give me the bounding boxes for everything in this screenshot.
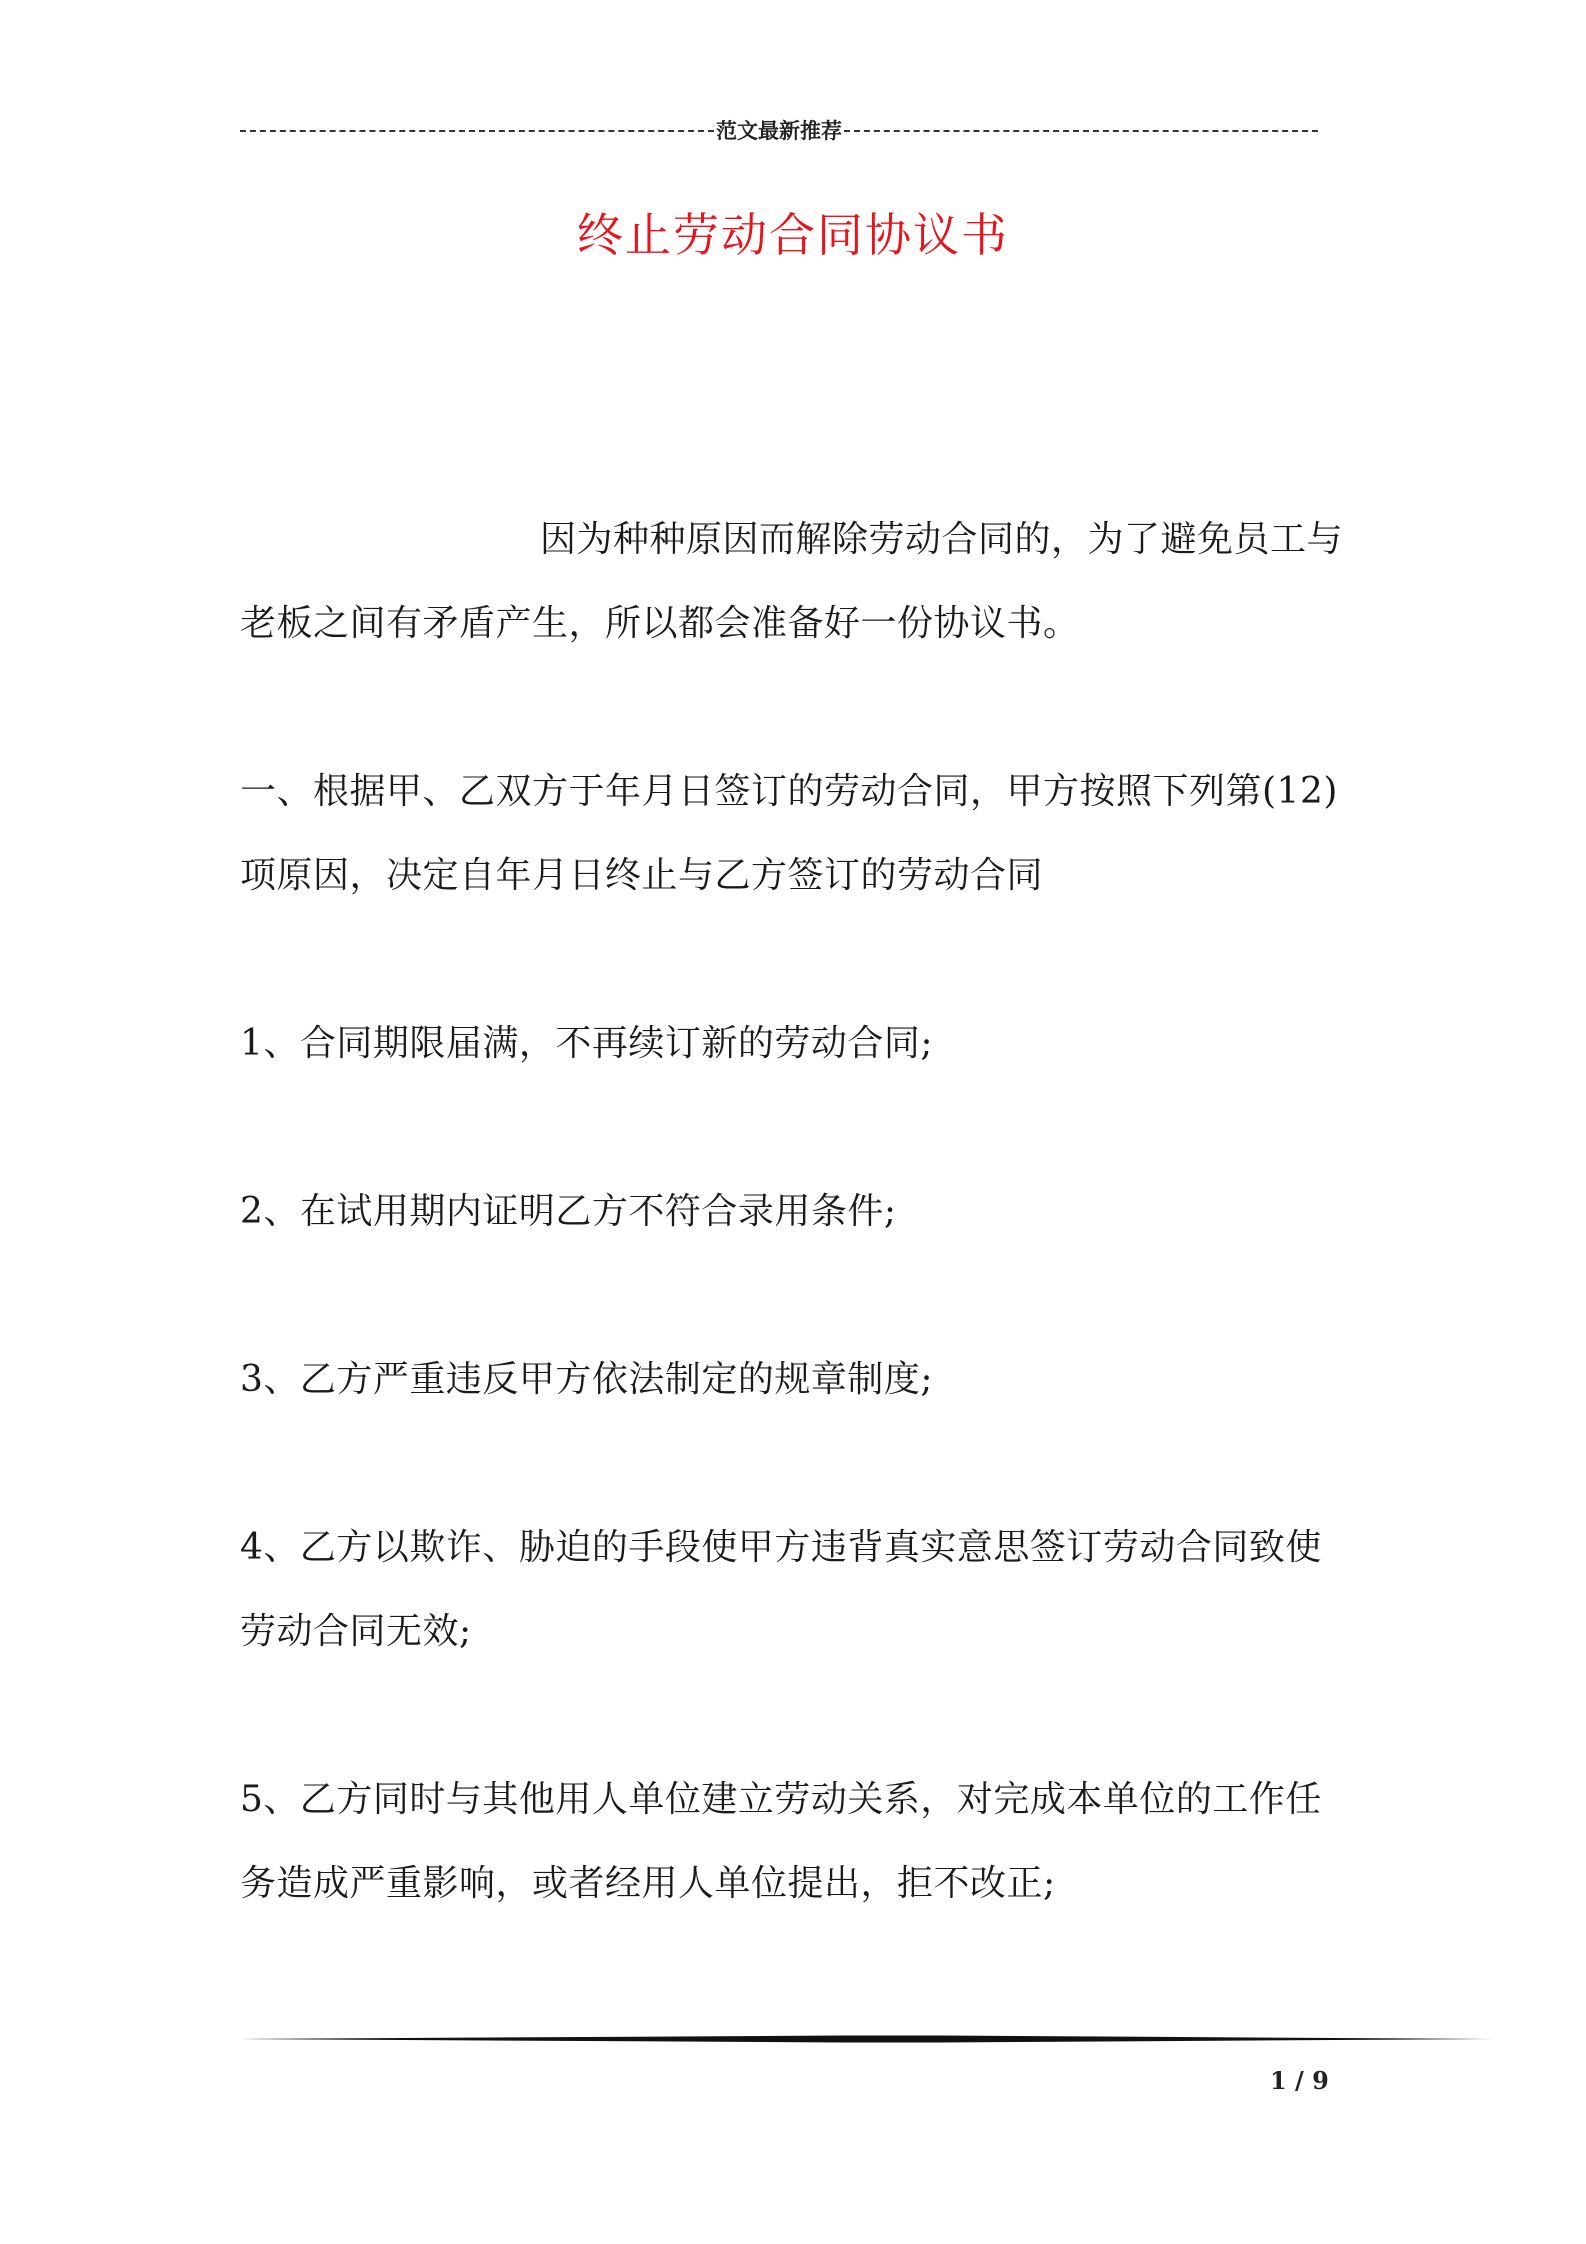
header-label: 范文最新推荐 — [716, 118, 842, 143]
clause-one-paragraph: 一、根据甲、乙双方于年月日签订的劳动合同，甲方按照下列第(12)项原因，决定自年月日终止与乙方签订的劳动合同 — [240, 771, 1338, 896]
document-title: 终止劳动合同协议书 — [577, 208, 1009, 262]
header-dashes-left — [240, 130, 714, 132]
header-dashes-right — [844, 130, 1318, 132]
intro-paragraph: 因为种种原因而解除劳动合同的，为了避免员工与老板之间有矛盾产生，所以都会准备好一份协议书。 — [240, 519, 1344, 644]
document-body — [240, 498, 1352, 2010]
header-banner — [240, 118, 1318, 144]
page-number: 1 / 9 — [1270, 2066, 1329, 2095]
list-item-3: 3、乙方严重违反甲方依法制定的规章制度; — [240, 1359, 934, 1400]
list-item-5: 5、乙方同时与其他用人单位建立劳动关系，对完成本单位的工作任务造成严重影响，或者经用人单位提出，拒不改正; — [240, 1779, 1322, 1904]
footer-divider — [240, 2034, 1494, 2044]
list-item-4: 4、乙方以欺诈、胁迫的手段使甲方违背真实意思签订劳动合同致使劳动合同无效; — [240, 1527, 1322, 1652]
footer-divider-line — [240, 2034, 1494, 2044]
list-item-2: 2、在试用期内证明乙方不符合录用条件; — [240, 1191, 897, 1232]
list-item-1: 1、合同期限届满，不再续订新的劳动合同; — [240, 1023, 934, 1064]
